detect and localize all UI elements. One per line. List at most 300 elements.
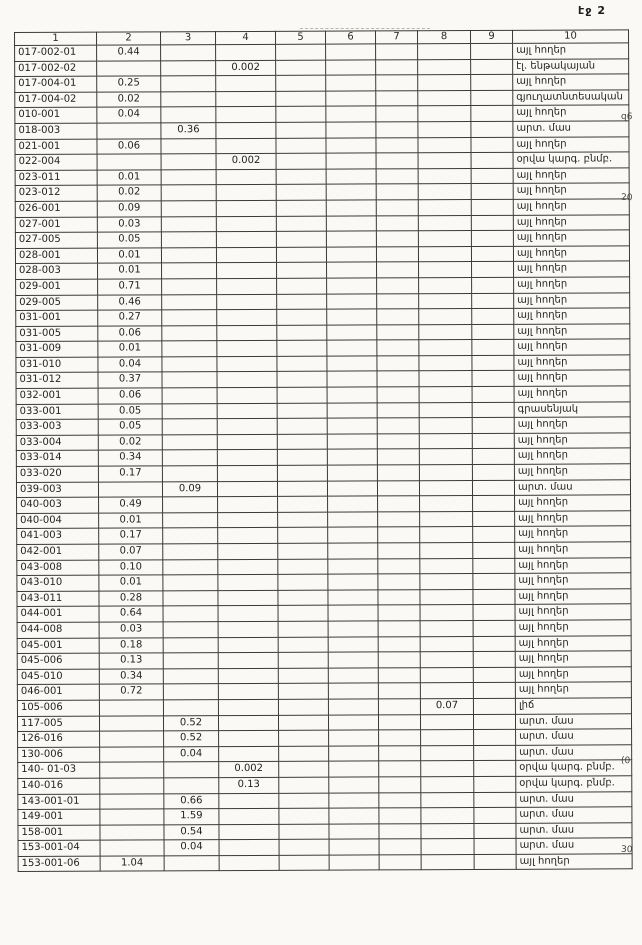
value-cell xyxy=(162,372,217,388)
value-cell xyxy=(376,153,418,169)
value-cell xyxy=(328,668,378,684)
value-cell xyxy=(326,184,376,200)
value-cell xyxy=(276,60,326,76)
value-cell xyxy=(377,340,419,356)
value-cell xyxy=(218,715,278,731)
value-cell xyxy=(163,653,218,669)
value-cell xyxy=(326,60,376,76)
value-cell xyxy=(421,823,474,839)
value-cell xyxy=(278,512,328,528)
value-cell xyxy=(326,75,376,91)
value-cell xyxy=(278,637,328,653)
land-use-cell: արտ. մաս xyxy=(516,838,632,854)
value-cell xyxy=(378,574,420,590)
value-cell xyxy=(379,761,421,777)
land-use-cell: այլ հողեր xyxy=(513,199,629,215)
value-cell xyxy=(326,91,376,107)
value-cell xyxy=(163,528,218,544)
parcel-code-cell: 126-016 xyxy=(18,731,100,747)
parcel-code-cell: 042-001 xyxy=(17,544,99,560)
value-cell xyxy=(474,807,516,823)
land-use-cell: գրասենյակ xyxy=(514,401,630,417)
value-cell xyxy=(327,449,377,465)
parcel-code-cell: 027-005 xyxy=(15,232,97,248)
land-use-cell: գյուղատնտեսական xyxy=(513,90,629,106)
value-cell xyxy=(419,309,472,325)
value-cell xyxy=(418,44,471,60)
value-cell xyxy=(278,683,328,699)
value-cell xyxy=(472,355,514,371)
value-cell xyxy=(329,808,379,824)
value-cell xyxy=(418,168,471,184)
value-cell xyxy=(326,153,376,169)
value-cell xyxy=(97,123,161,139)
value-cell xyxy=(217,263,277,279)
value-cell xyxy=(473,496,515,512)
value-cell xyxy=(278,528,328,544)
value-cell xyxy=(421,761,474,777)
value-cell xyxy=(164,762,219,778)
value-cell xyxy=(216,122,276,138)
land-use-cell: այլ հողեր xyxy=(515,557,631,573)
value-cell xyxy=(474,761,516,777)
value-cell xyxy=(162,434,217,450)
value-cell xyxy=(473,542,515,558)
value-cell xyxy=(100,825,164,841)
value-cell xyxy=(377,465,419,481)
value-cell xyxy=(420,683,473,699)
value-cell xyxy=(327,418,377,434)
value-cell xyxy=(164,855,219,871)
value-cell xyxy=(327,293,377,309)
value-cell xyxy=(326,215,376,231)
value-cell xyxy=(219,855,279,871)
land-use-cell: այլ հողեր xyxy=(515,589,631,605)
value-cell xyxy=(379,745,421,761)
parcel-code-cell: 045-001 xyxy=(17,638,99,654)
land-use-cell: արտ. մաս xyxy=(516,791,632,807)
marginal-note: զ6 xyxy=(620,111,633,123)
value-cell xyxy=(329,792,379,808)
value-cell xyxy=(472,449,514,465)
value-cell xyxy=(326,231,376,247)
value-cell xyxy=(329,746,379,762)
value-cell xyxy=(279,793,329,809)
land-use-cell: այլ հողեր xyxy=(514,386,630,402)
value-cell xyxy=(377,278,419,294)
value-cell xyxy=(216,185,276,201)
value-cell xyxy=(217,403,277,419)
value-cell xyxy=(472,433,514,449)
parcel-code-cell: 017-002-02 xyxy=(15,61,97,77)
parcel-code-cell: 029-001 xyxy=(16,279,98,295)
value-cell xyxy=(376,59,418,75)
value-cell xyxy=(161,232,216,248)
value-cell xyxy=(326,106,376,122)
value-cell: 0.49 xyxy=(99,497,163,513)
value-cell xyxy=(278,621,328,637)
land-use-cell: այլ հողեր xyxy=(513,105,629,121)
value-cell xyxy=(473,683,515,699)
parcel-code-cell: 153-001-06 xyxy=(18,856,100,872)
value-cell xyxy=(329,855,379,871)
value-cell xyxy=(471,90,513,106)
value-cell xyxy=(376,44,418,60)
value-cell xyxy=(377,402,419,418)
land-use-cell: այլ հողեր xyxy=(515,526,631,542)
table-body xyxy=(15,43,633,872)
value-cell xyxy=(473,620,515,636)
column-header: 1 xyxy=(15,32,97,45)
value-cell: 0.04 xyxy=(97,107,161,123)
parcel-code-cell: 032-001 xyxy=(16,388,98,404)
value-cell xyxy=(216,76,276,92)
value-cell: 0.09 xyxy=(97,201,161,217)
scan-artifact-line xyxy=(300,28,430,29)
marginal-note: 30 xyxy=(620,844,633,856)
value-cell xyxy=(277,418,327,434)
land-use-cell: այլ հողեր xyxy=(516,854,632,870)
value-cell xyxy=(421,745,474,761)
value-cell xyxy=(216,231,276,247)
value-cell xyxy=(472,386,514,402)
value-cell xyxy=(279,761,329,777)
value-cell xyxy=(161,60,216,76)
value-cell xyxy=(376,91,418,107)
value-cell xyxy=(473,714,515,730)
value-cell xyxy=(379,808,421,824)
value-cell xyxy=(328,574,378,590)
value-cell xyxy=(219,840,279,856)
value-cell xyxy=(277,387,327,403)
value-cell xyxy=(419,293,472,309)
parcel-code-cell: 010-001 xyxy=(15,108,97,124)
value-cell: 0.002 xyxy=(216,60,276,76)
value-cell xyxy=(276,153,326,169)
value-cell xyxy=(161,91,216,107)
value-cell xyxy=(471,137,513,153)
value-cell xyxy=(474,792,516,808)
value-cell xyxy=(420,605,473,621)
column-header: 8 xyxy=(417,31,470,44)
value-cell xyxy=(161,76,216,92)
value-cell: 1.59 xyxy=(164,809,219,825)
value-cell xyxy=(471,121,513,137)
parcel-code-cell: 117-005 xyxy=(17,716,99,732)
value-cell xyxy=(162,466,217,482)
parcel-code-cell: 023-011 xyxy=(15,170,97,186)
land-use-cell: արտ. մաս xyxy=(516,807,632,823)
value-cell xyxy=(278,668,328,684)
value-cell xyxy=(276,216,326,232)
value-cell xyxy=(471,168,513,184)
value-cell xyxy=(420,667,473,683)
column-header: 9 xyxy=(470,30,512,43)
land-use-cell: արտ. մաս xyxy=(514,479,630,495)
value-cell xyxy=(163,668,218,684)
value-cell xyxy=(99,700,163,716)
value-cell xyxy=(327,465,377,481)
value-cell xyxy=(377,480,419,496)
value-cell xyxy=(162,263,217,279)
value-cell xyxy=(218,528,278,544)
land-use-cell: այլ հողեր xyxy=(515,542,631,558)
value-cell xyxy=(328,621,378,637)
value-cell xyxy=(376,200,418,216)
value-cell xyxy=(278,606,328,622)
land-use-cell: էլ. ենթակայան xyxy=(513,58,629,74)
land-use-cell: այլ հողեր xyxy=(515,573,631,589)
value-cell xyxy=(328,605,378,621)
column-header: 2 xyxy=(97,32,161,45)
value-cell xyxy=(162,294,217,310)
value-cell xyxy=(278,574,328,590)
value-cell xyxy=(420,636,473,652)
land-parcel-table xyxy=(14,29,633,872)
value-cell: 0.18 xyxy=(99,637,163,653)
value-cell xyxy=(162,450,217,466)
value-cell xyxy=(327,481,377,497)
value-cell xyxy=(279,855,329,871)
value-cell xyxy=(161,138,216,154)
value-cell xyxy=(218,637,278,653)
value-cell xyxy=(162,310,217,326)
land-use-cell: օրվա կարգ. բնմբ. xyxy=(516,760,632,776)
value-cell: 0.05 xyxy=(97,232,161,248)
value-cell xyxy=(328,652,378,668)
value-cell xyxy=(161,216,216,232)
land-use-cell: արտ. մաս xyxy=(515,713,631,729)
value-cell xyxy=(327,371,377,387)
value-cell xyxy=(420,574,473,590)
value-cell: 0.05 xyxy=(98,404,162,420)
value-cell xyxy=(218,590,278,606)
value-cell xyxy=(100,793,164,809)
value-cell xyxy=(472,277,514,293)
parcel-code-cell: 027-001 xyxy=(15,217,97,233)
value-cell: 0.37 xyxy=(98,372,162,388)
value-cell xyxy=(218,512,278,528)
value-cell xyxy=(326,44,376,60)
parcel-code-cell: 028-003 xyxy=(16,263,98,279)
value-cell xyxy=(418,90,471,106)
value-cell: 0.002 xyxy=(219,762,279,778)
value-cell xyxy=(327,434,377,450)
value-cell xyxy=(377,356,419,372)
value-cell xyxy=(421,792,474,808)
value-cell xyxy=(277,465,327,481)
column-header: 7 xyxy=(375,31,417,44)
value-cell xyxy=(471,43,513,59)
land-use-cell: այլ հողեր xyxy=(513,214,629,230)
value-cell xyxy=(277,434,327,450)
value-cell xyxy=(327,340,377,356)
value-cell xyxy=(472,340,514,356)
value-cell xyxy=(162,388,217,404)
value-cell xyxy=(277,450,327,466)
value-cell xyxy=(378,558,420,574)
value-cell: 0.01 xyxy=(97,248,161,264)
value-cell xyxy=(217,419,277,435)
value-cell xyxy=(419,262,472,278)
value-cell xyxy=(276,169,326,185)
value-cell xyxy=(161,107,216,123)
land-use-cell: այլ հողեր xyxy=(513,168,629,184)
value-cell xyxy=(419,340,472,356)
value-cell: 0.27 xyxy=(98,310,162,326)
value-cell xyxy=(377,293,419,309)
value-cell xyxy=(474,729,516,745)
land-use-cell: այլ հողեր xyxy=(515,635,631,651)
value-cell xyxy=(376,122,418,138)
column-header: 4 xyxy=(216,31,276,44)
value-cell xyxy=(276,44,326,60)
value-cell xyxy=(377,387,419,403)
value-cell xyxy=(376,75,418,91)
value-cell xyxy=(376,246,418,262)
value-cell xyxy=(162,356,217,372)
value-cell: 0.002 xyxy=(216,154,276,170)
value-cell xyxy=(471,246,513,262)
value-cell xyxy=(474,776,516,792)
value-cell xyxy=(418,215,471,231)
parcel-code-cell: 045-010 xyxy=(17,669,99,685)
value-cell xyxy=(216,200,276,216)
value-cell xyxy=(279,839,329,855)
value-cell xyxy=(99,715,163,731)
value-cell xyxy=(217,387,277,403)
parcel-code-cell: 018-003 xyxy=(15,123,97,139)
value-cell xyxy=(217,465,277,481)
value-cell xyxy=(471,215,513,231)
value-cell xyxy=(420,511,473,527)
value-cell xyxy=(420,589,473,605)
value-cell xyxy=(379,730,421,746)
value-cell xyxy=(276,122,326,138)
value-cell xyxy=(278,590,328,606)
parcel-code-cell: 017-004-01 xyxy=(15,76,97,92)
value-cell: 0.02 xyxy=(98,435,162,451)
land-use-cell: այլ հողեր xyxy=(514,261,630,277)
value-cell xyxy=(473,667,515,683)
value-cell xyxy=(419,480,472,496)
value-cell xyxy=(326,200,376,216)
value-cell xyxy=(277,278,327,294)
value-cell xyxy=(100,747,164,763)
value-cell xyxy=(326,247,376,263)
value-cell: 0.52 xyxy=(163,715,218,731)
value-cell xyxy=(418,184,471,200)
value-cell xyxy=(471,59,513,75)
value-cell xyxy=(418,121,471,137)
value-cell xyxy=(474,745,516,761)
value-cell xyxy=(161,185,216,201)
value-cell xyxy=(329,730,379,746)
value-cell xyxy=(161,247,216,263)
value-cell xyxy=(473,558,515,574)
value-cell xyxy=(276,107,326,123)
value-cell xyxy=(328,496,378,512)
value-cell xyxy=(163,575,218,591)
value-cell xyxy=(378,496,420,512)
parcel-code-cell: 031-005 xyxy=(16,326,98,342)
parcel-code-cell: 033-003 xyxy=(16,419,98,435)
value-cell xyxy=(472,464,514,480)
parcel-code-cell: 130-006 xyxy=(18,747,100,763)
parcel-code-cell: 040-003 xyxy=(17,497,99,513)
value-cell xyxy=(279,730,329,746)
value-cell xyxy=(419,355,472,371)
value-cell xyxy=(279,808,329,824)
value-cell xyxy=(218,575,278,591)
value-cell xyxy=(279,746,329,762)
parcel-code-cell: 044-008 xyxy=(17,622,99,638)
value-cell xyxy=(217,325,277,341)
value-cell xyxy=(420,714,473,730)
value-cell xyxy=(377,418,419,434)
land-use-cell: այլ հողեր xyxy=(514,464,630,480)
value-cell xyxy=(327,309,377,325)
land-use-cell: այլ հողեր xyxy=(515,667,631,683)
value-cell xyxy=(277,325,327,341)
value-cell xyxy=(419,433,472,449)
value-cell: 0.54 xyxy=(164,824,219,840)
value-cell xyxy=(378,543,420,559)
value-cell xyxy=(277,356,327,372)
value-cell xyxy=(218,606,278,622)
value-cell xyxy=(277,309,327,325)
value-cell xyxy=(216,247,276,263)
value-cell xyxy=(217,356,277,372)
value-cell xyxy=(219,824,279,840)
parcel-code-cell: 040-004 xyxy=(17,513,99,529)
value-cell xyxy=(379,823,421,839)
value-cell xyxy=(326,137,376,153)
value-cell xyxy=(377,371,419,387)
parcel-code-cell: 041-003 xyxy=(17,529,99,545)
parcel-code-cell: 021-001 xyxy=(15,139,97,155)
value-cell xyxy=(163,497,218,513)
column-header: 6 xyxy=(325,31,375,44)
value-cell xyxy=(278,496,328,512)
value-cell: 0.25 xyxy=(97,76,161,92)
land-use-cell: օրվա կարգ. բնմբ. xyxy=(516,776,632,792)
land-use-cell: այլ հողեր xyxy=(515,620,631,636)
column-header: 5 xyxy=(275,31,325,44)
value-cell xyxy=(378,590,420,606)
land-use-cell: այլ հողեր xyxy=(513,183,629,199)
value-cell: 0.46 xyxy=(98,294,162,310)
value-cell xyxy=(471,199,513,215)
value-cell xyxy=(218,621,278,637)
value-cell xyxy=(277,481,327,497)
value-cell xyxy=(474,823,516,839)
value-cell xyxy=(329,761,379,777)
value-cell: 0.01 xyxy=(98,263,162,279)
value-cell xyxy=(473,527,515,543)
value-cell xyxy=(326,169,376,185)
value-cell xyxy=(379,855,421,871)
parcel-code-cell: 033-014 xyxy=(16,451,98,467)
value-cell xyxy=(162,279,217,295)
value-cell: 1.04 xyxy=(100,856,164,872)
land-use-cell: այլ հողեր xyxy=(515,651,631,667)
value-cell xyxy=(98,481,162,497)
land-use-cell: այլ հողեր xyxy=(514,433,630,449)
parcel-code-cell: 158-001 xyxy=(18,825,100,841)
value-cell xyxy=(219,793,279,809)
value-cell xyxy=(328,699,378,715)
